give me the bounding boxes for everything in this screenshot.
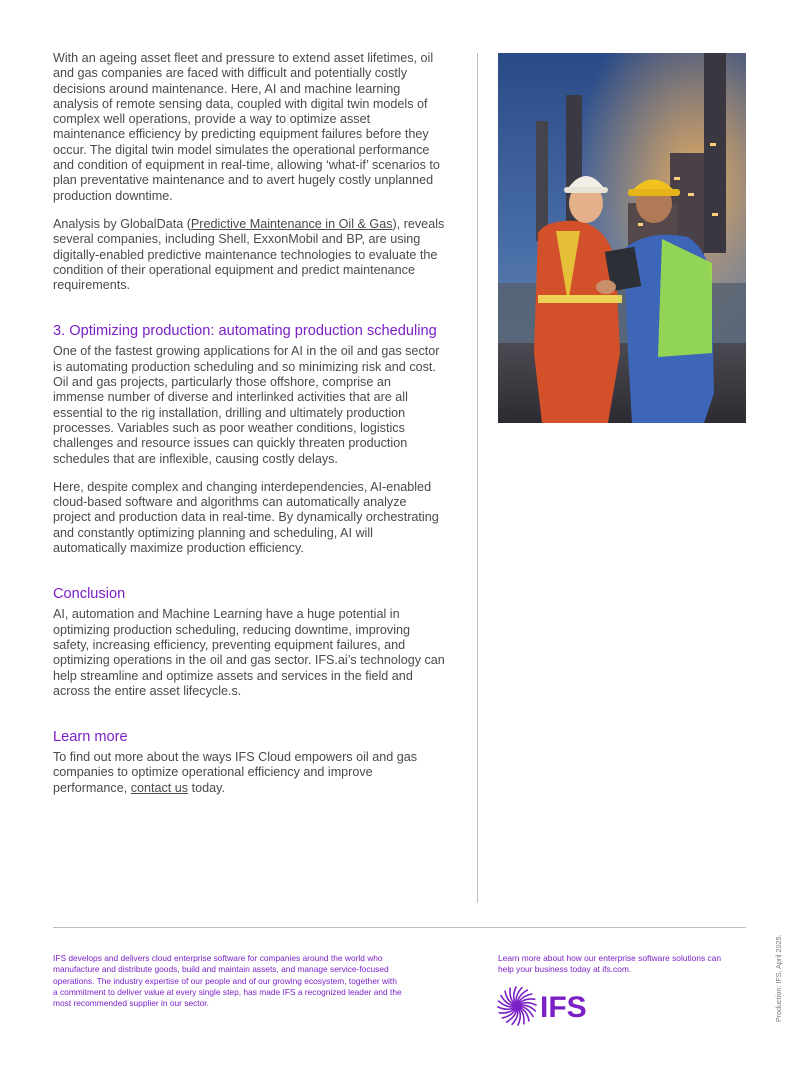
- conclusion-heading: Conclusion: [53, 586, 126, 603]
- ifs-burst-logo-icon: [497, 985, 587, 1027]
- article-body: [53, 51, 445, 809]
- photo-engineers-handshake-refinery-icon: [498, 53, 746, 423]
- learn-more-heading: Learn more: [53, 729, 128, 746]
- intro-paragraph-1: With an ageing asset fleet and pressure to extend asset lifetimes, oil and gas companies are faced with difficult and potentially costly decisions around maintenance. Here, AI and machine learning analysis of remote sensing data, coupled with digital twin models of complex well operations, provide a way to optimize asset maintenance efficiency by predicting equipment failures before they occur. The digital twin model simulates the operational performance and condition of equipment in real-time, allowing ‘what-if’ scenarios to plan preventative maintenance and to avert hugely costly unplanned production downtime.: [53, 51, 440, 203]
- conclusion-paragraph: AI, automation and Machine Learning have a huge potential in optimizing production scheduling, reducing downtime, improving safety, increasing efficiency, preventing equipment failures, and optimizing operations in the oil and gas sector. IFS.ai’s technology can help streamline and optimize assets and services in the field and across the entire asset lifecycle.s.: [53, 607, 445, 698]
- logo-wordmark: IFS: [540, 991, 587, 1024]
- learn-more-paragraph: [53, 750, 445, 796]
- production-credit: Production: IFS, April 2025.: [774, 934, 783, 1022]
- intro-p2-lead: Analysis by GlobalData (: [53, 216, 191, 231]
- section-optimizing-production: [53, 322, 445, 556]
- contact-us-link[interactable]: contact us: [130, 780, 189, 795]
- section-conclusion: [53, 585, 445, 699]
- footer-about: IFS develops and delivers cloud enterprise software for companies around the world who manufacture and distribute goods, build and maintain assets, and manage service-focused operations. The industry expertise of our people and of our growing ecosystem, together with a commitment to deliver value at every single step, has made IFS a recognized leader and the most recommended supplier in our sector.: [53, 953, 402, 1009]
- footer-divider: [53, 927, 746, 928]
- ifs-logo: [497, 985, 587, 1027]
- section3-paragraph-1: One of the fastest growing applications for AI in the oil and gas sector is automating production scheduling and so minimizing risk and cost. Oil and gas projects, particularly those offshore, comprise an immense number of diverse and interlinked activities that are all essential to the rig installation, drilling and ultimately production processes. Variables such as poor weather conditions, logistics challenges and resource issues can quickly threaten production schedules that are inflexible, causing costly delays.: [53, 344, 440, 466]
- predictive-maintenance-link[interactable]: Predictive Maintenance in Oil & Gas: [190, 216, 393, 231]
- engineers-photo: [498, 53, 746, 423]
- learn-more-lead: To find out more about the ways IFS Cloud empowers oil and gas companies to optimize operational efficiency and improve performance,: [53, 750, 418, 795]
- column-divider: [477, 53, 478, 903]
- intro-paragraph-2: [53, 217, 445, 293]
- section3-paragraph-2: Here, despite complex and changing interdependencies, AI-enabled cloud-based software and algorithms can automatically analyze project and production data in real-time. By dynamically orchestrating and constantly optimizing planning and scheduling, AI will automatically maximize production efficiency.: [53, 479, 439, 556]
- section-learn-more: [53, 728, 445, 796]
- footer-cta: Learn more about how our enterprise software solutions can help your business today at ifs.com.: [498, 953, 721, 975]
- section3-heading: 3. Optimizing production: automating production scheduling: [53, 323, 437, 340]
- intro-p2-rest: ), reveals several companies, including Shell, ExxonMobil and BP, are using digitally-enabled predictive maintenance technologies to evaluate the condition of their operational equipment and predict maintenance requirements.: [53, 216, 445, 293]
- learn-more-tail: today.: [188, 780, 225, 795]
